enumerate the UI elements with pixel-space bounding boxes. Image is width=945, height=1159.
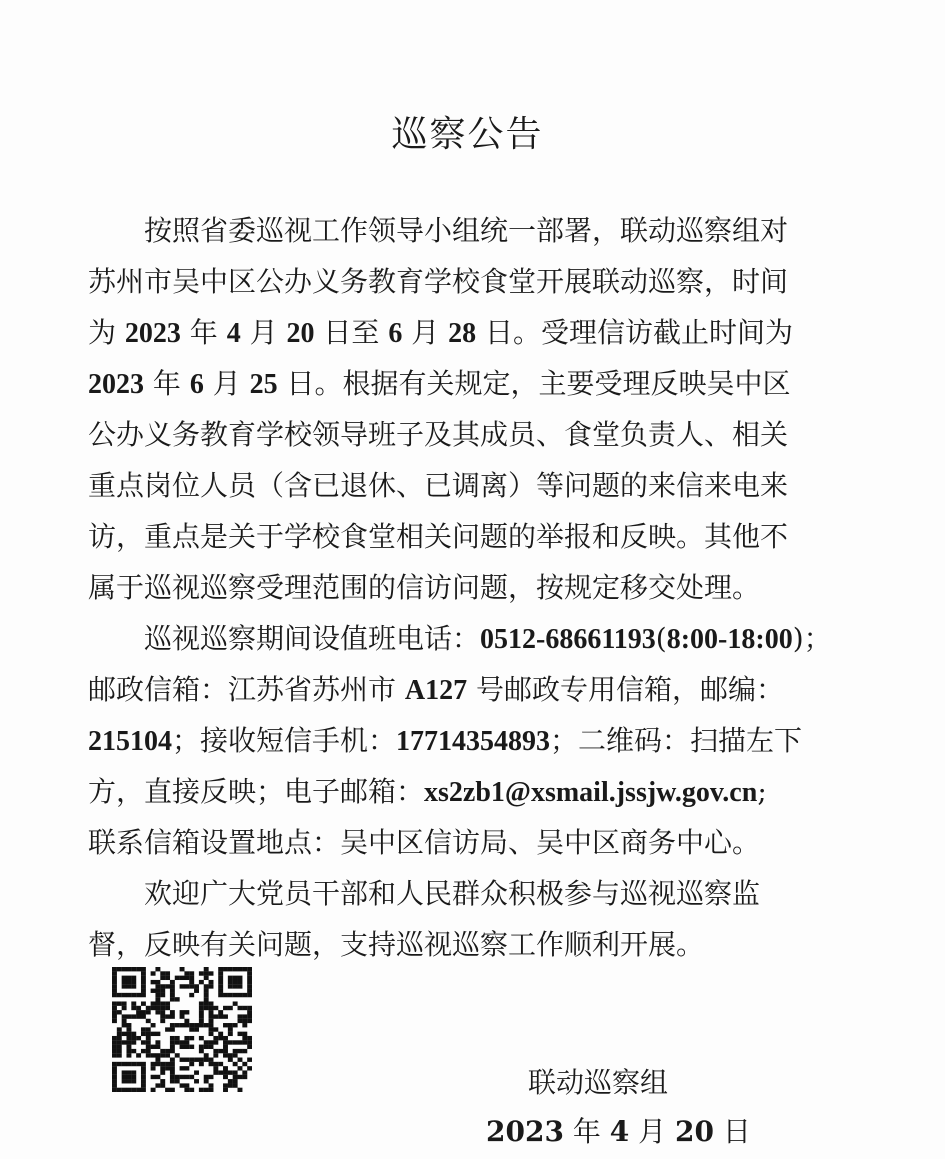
paragraph-2-line-4: 方，直接反映；电子邮箱：xs2zb1@xsmail.jssjw.gov.cn; [88,775,767,808]
page-title: 巡察公告 [391,114,544,155]
signature-date: 2023 年 4 月 20 日 [486,1115,751,1148]
postal-box: A127 [404,675,468,706]
paragraph-2-line-5: 联系信箱设置地点：吴中区信访局、吴中区商务中心。 [88,826,761,859]
qr-code-icon [112,967,252,1092]
hotline-hours: 8:00-18:00 [666,624,793,655]
paragraph-2-line-2: 邮政信箱：江苏省苏州市 A127 号邮政专用信箱，邮编： [88,673,785,706]
paragraph-1-line-3: 为 2023 年 4 月 20 日至 6 月 28 日。受理信访截止时间为 [88,316,794,349]
paragraph-2-line-1: 巡视巡察期间设值班电话：0512-68661193(8:00-18:00)； [144,622,832,655]
postal-code: 215104 [88,726,172,757]
email-address: xs2zb1@xsmail.jssjw.gov.cn [424,777,758,808]
paragraph-1-line-1: 按照省委巡视工作领导小组统一部署，联动巡察组对 [144,214,789,247]
signature-org: 联动巡察组 [528,1066,669,1099]
hotline-phone: 0512-68661193 [480,624,656,655]
paragraph-1-line-5: 公办义务教育学校领导班子及其成员、食堂负责人、相关 [88,418,789,451]
paragraph-1-line-7: 访，重点是关于学校食堂相关问题的举报和反映。其他不 [88,520,789,553]
paragraph-3-line-2: 督，反映有关问题，支持巡视巡察工作顺利开展。 [88,928,705,961]
paragraph-1-line-6: 重点岗位人员（含已退休、已调离）等问题的来信来电来 [88,469,789,502]
sms-mobile: 17714354893 [396,726,551,757]
paragraph-1-line-8: 属于巡视巡察受理范围的信访问题，按规定移交处理。 [88,571,761,604]
paragraph-2-line-3: 215104；接收短信手机：17714354893；二维码：扫描左下 [88,724,803,757]
paragraph-1-line-4: 2023 年 6 月 25 日。根据有关规定，主要受理反映吴中区 [88,367,791,400]
paragraph-1-line-2: 苏州市吴中区公办义务教育学校食堂开展联动巡察，时间 [88,265,789,298]
paragraph-3-line-1: 欢迎广大党员干部和人民群众积极参与巡视巡察监 [144,877,761,910]
